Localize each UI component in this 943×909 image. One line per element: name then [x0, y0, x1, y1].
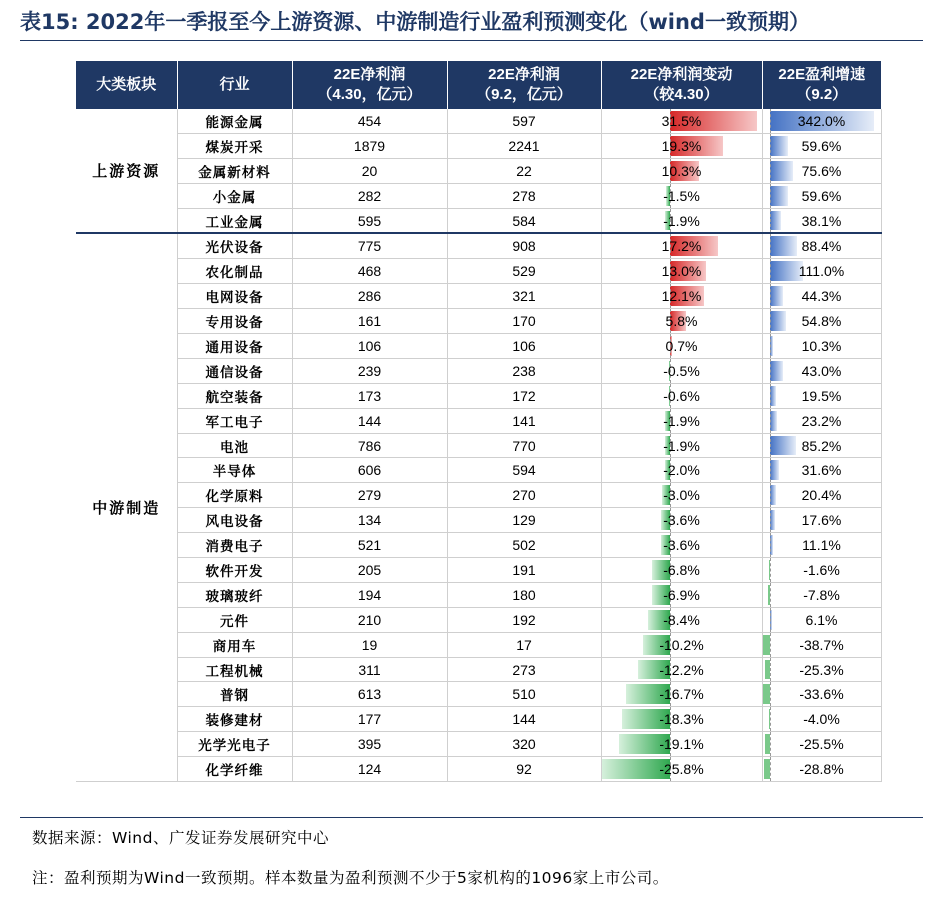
- growth-cell: [762, 259, 881, 284]
- header-growth-line1: 22E盈利增速: [778, 66, 866, 83]
- np-92-cell: 770: [447, 433, 601, 458]
- growth-zero-line: [770, 384, 771, 408]
- growth-zero-line: [770, 134, 771, 158]
- change-value: -1.9%: [663, 412, 700, 429]
- np-430-cell: 177: [292, 707, 447, 732]
- change-cell: [601, 607, 762, 632]
- change-value: 31.5%: [661, 112, 702, 129]
- change-cell: [601, 433, 762, 458]
- growth-cell: [762, 408, 881, 433]
- np-430-cell: 775: [292, 233, 447, 258]
- np-430-cell: 205: [292, 558, 447, 583]
- np-430-cell: 20: [292, 158, 447, 183]
- table-title: 表15: 2022年一季报至今上游资源、中游制造行业盈利预测变化（wind一致预期）: [20, 10, 810, 34]
- table-row: [76, 632, 881, 657]
- growth-cell: [762, 757, 881, 782]
- header-growth-line2: （9.2）: [796, 86, 848, 103]
- np-430-cell: 468: [292, 259, 447, 284]
- industry-cell: 能源金属: [177, 109, 292, 133]
- growth-cell: [762, 607, 881, 632]
- growth-cell: [762, 233, 881, 258]
- industry-cell: 小金属: [177, 183, 292, 208]
- change-cell: [601, 408, 762, 433]
- industry-cell: 光学光电子: [177, 732, 292, 757]
- change-cell: [601, 133, 762, 158]
- table-row: [76, 533, 881, 558]
- table-row: [76, 133, 881, 158]
- growth-zero-line: [770, 309, 771, 333]
- change-value: -2.0%: [663, 462, 700, 479]
- change-cell: [601, 707, 762, 732]
- header-change-line2: （较4.30）: [644, 86, 719, 103]
- change-value: -1.5%: [663, 187, 700, 204]
- growth-zero-line: [770, 658, 771, 682]
- growth-cell: [762, 358, 881, 383]
- growth-zero-line: [770, 184, 771, 208]
- np-430-cell: 194: [292, 582, 447, 607]
- table-row: [76, 757, 881, 782]
- footer-divider: [20, 817, 923, 818]
- footnote: 注：盈利预期为Wind一致预期。样本数量为盈利预测不少于5家机构的1096家上市公司。: [32, 869, 669, 887]
- table-row: [76, 408, 881, 433]
- np-92-cell: 17: [447, 632, 601, 657]
- change-cell: [601, 358, 762, 383]
- growth-cell: [762, 533, 881, 558]
- growth-value: 44.3%: [801, 288, 842, 305]
- growth-zero-line: [770, 259, 771, 283]
- change-cell: [601, 334, 762, 359]
- growth-cell: [762, 309, 881, 334]
- table-row: [76, 309, 881, 334]
- industry-cell: 半导体: [177, 458, 292, 483]
- growth-bar: [770, 236, 797, 256]
- change-value: -6.9%: [663, 586, 700, 603]
- growth-cell: [762, 383, 881, 408]
- np-92-cell: 191: [447, 558, 601, 583]
- change-cell: [601, 483, 762, 508]
- change-cell: [601, 508, 762, 533]
- change-value: 17.2%: [661, 238, 702, 255]
- np-92-cell: 273: [447, 657, 601, 682]
- table-row: [76, 582, 881, 607]
- change-value: -18.3%: [659, 711, 704, 728]
- growth-zero-line: [770, 159, 771, 183]
- growth-value: 85.2%: [801, 437, 842, 454]
- growth-zero-line: [770, 483, 771, 507]
- growth-value: 75.6%: [801, 162, 842, 179]
- growth-value: 59.6%: [801, 137, 842, 154]
- industry-cell: 农化制品: [177, 259, 292, 284]
- growth-bar: [770, 311, 787, 331]
- change-cell: [601, 757, 762, 782]
- np-430-cell: 124: [292, 757, 447, 782]
- growth-bar: [770, 460, 780, 480]
- growth-cell: [762, 582, 881, 607]
- growth-zero-line: [770, 234, 771, 258]
- industry-cell: 化学原料: [177, 483, 292, 508]
- growth-cell: [762, 208, 881, 233]
- growth-value: 19.5%: [801, 387, 842, 404]
- industry-cell: 电网设备: [177, 284, 292, 309]
- table-row: [76, 508, 881, 533]
- np-92-cell: 92: [447, 757, 601, 782]
- growth-value: 31.6%: [801, 462, 842, 479]
- growth-value: -25.5%: [799, 736, 844, 753]
- np-92-cell: 180: [447, 582, 601, 607]
- table-row: [76, 284, 881, 309]
- header-np-92-line1: 22E净利润: [488, 66, 560, 83]
- growth-value: -38.7%: [799, 636, 844, 653]
- growth-zero-line: [770, 508, 771, 532]
- change-cell: [601, 383, 762, 408]
- growth-value: 88.4%: [801, 238, 842, 255]
- np-92-cell: 594: [447, 458, 601, 483]
- table-row: [76, 183, 881, 208]
- change-value: 19.3%: [661, 137, 702, 154]
- np-430-cell: 19: [292, 632, 447, 657]
- industry-cell: 元件: [177, 607, 292, 632]
- header-segment: 大类板块: [76, 61, 177, 109]
- industry-cell: 软件开发: [177, 558, 292, 583]
- growth-zero-line: [770, 583, 771, 607]
- table-row: [76, 383, 881, 408]
- change-value: 12.1%: [661, 288, 702, 305]
- table-row: [76, 158, 881, 183]
- growth-zero-line: [770, 109, 771, 133]
- table-row: [76, 483, 881, 508]
- header-industry: 行业: [177, 61, 292, 109]
- growth-value: 20.4%: [801, 487, 842, 504]
- change-value: 10.3%: [661, 162, 702, 179]
- growth-value: -1.6%: [803, 561, 840, 578]
- industry-cell: 军工电子: [177, 408, 292, 433]
- np-430-cell: 279: [292, 483, 447, 508]
- np-430-cell: 134: [292, 508, 447, 533]
- growth-cell: [762, 707, 881, 732]
- growth-bar: [770, 136, 788, 156]
- growth-cell: [762, 632, 881, 657]
- growth-value: 342.0%: [797, 112, 846, 129]
- change-value: -6.8%: [663, 561, 700, 578]
- industry-cell: 通用设备: [177, 334, 292, 359]
- np-430-cell: 1879: [292, 133, 447, 158]
- growth-cell: [762, 133, 881, 158]
- change-cell: [601, 259, 762, 284]
- np-92-cell: 510: [447, 682, 601, 707]
- growth-zero-line: [770, 682, 771, 706]
- np-92-cell: 129: [447, 508, 601, 533]
- np-92-cell: 2241: [447, 133, 601, 158]
- growth-cell: [762, 458, 881, 483]
- np-92-cell: 172: [447, 383, 601, 408]
- industry-cell: 消费电子: [177, 533, 292, 558]
- np-430-cell: 595: [292, 208, 447, 233]
- change-cell: [601, 657, 762, 682]
- np-430-cell: 311: [292, 657, 447, 682]
- change-cell: [601, 233, 762, 258]
- header-growth: [762, 61, 881, 109]
- change-value: -8.4%: [663, 611, 700, 628]
- industry-cell: 商用车: [177, 632, 292, 657]
- growth-cell: [762, 334, 881, 359]
- growth-zero-line: [770, 209, 771, 233]
- change-cell: [601, 458, 762, 483]
- np-92-cell: 908: [447, 233, 601, 258]
- growth-zero-line: [770, 533, 771, 557]
- header-np-430: [292, 61, 447, 109]
- change-value: -3.0%: [663, 487, 700, 504]
- table-row: [76, 458, 881, 483]
- table-row: [76, 208, 881, 233]
- growth-cell: [762, 183, 881, 208]
- np-92-cell: 597: [447, 109, 601, 133]
- growth-value: 17.6%: [801, 512, 842, 529]
- industry-cell: 金属新材料: [177, 158, 292, 183]
- industry-cell: 光伏设备: [177, 233, 292, 258]
- change-value: -19.1%: [659, 736, 704, 753]
- industry-cell: 工业金属: [177, 208, 292, 233]
- change-cell: [601, 158, 762, 183]
- np-430-cell: 454: [292, 109, 447, 133]
- change-value: -3.6%: [663, 512, 700, 529]
- np-92-cell: 238: [447, 358, 601, 383]
- industry-cell: 普钢: [177, 682, 292, 707]
- change-cell: [601, 632, 762, 657]
- growth-zero-line: [770, 757, 771, 781]
- growth-cell: [762, 682, 881, 707]
- growth-bar: [770, 361, 783, 381]
- growth-zero-line: [770, 409, 771, 433]
- header-np-92: [447, 61, 601, 109]
- change-cell: [601, 109, 762, 133]
- change-cell: [601, 582, 762, 607]
- np-430-cell: 239: [292, 358, 447, 383]
- table-row: [76, 707, 881, 732]
- growth-bar: [770, 436, 796, 456]
- growth-zero-line: [770, 558, 771, 582]
- table-row: [76, 233, 881, 258]
- growth-cell: [762, 558, 881, 583]
- np-430-cell: 606: [292, 458, 447, 483]
- growth-value: 59.6%: [801, 187, 842, 204]
- growth-zero-line: [770, 284, 771, 308]
- growth-bar: [770, 186, 788, 206]
- np-430-cell: 286: [292, 284, 447, 309]
- np-92-cell: 22: [447, 158, 601, 183]
- np-92-cell: 144: [447, 707, 601, 732]
- growth-value: 10.3%: [801, 337, 842, 354]
- header-change: [601, 61, 762, 109]
- table-body: [76, 109, 881, 782]
- industry-cell: 通信设备: [177, 358, 292, 383]
- growth-cell: [762, 657, 881, 682]
- change-value: -25.8%: [659, 761, 704, 778]
- change-cell: [601, 284, 762, 309]
- np-430-cell: 395: [292, 732, 447, 757]
- change-cell: [601, 732, 762, 757]
- growth-bar: [763, 635, 770, 655]
- source-note: 数据来源：Wind、广发证券发展研究中心: [32, 829, 329, 847]
- growth-zero-line: [770, 732, 771, 756]
- np-92-cell: 529: [447, 259, 601, 284]
- growth-value: -7.8%: [803, 586, 840, 603]
- table-row: [76, 682, 881, 707]
- growth-value: 43.0%: [801, 362, 842, 379]
- growth-cell: [762, 732, 881, 757]
- header-np-430-line1: 22E净利润: [333, 66, 406, 83]
- industry-cell: 工程机械: [177, 657, 292, 682]
- industry-cell: 电池: [177, 433, 292, 458]
- np-92-cell: 141: [447, 408, 601, 433]
- table-row: [76, 334, 881, 359]
- np-430-cell: 282: [292, 183, 447, 208]
- growth-value: 11.1%: [802, 537, 841, 554]
- growth-value: -28.8%: [799, 761, 844, 778]
- growth-cell: [762, 508, 881, 533]
- profit-forecast-table: [76, 61, 882, 782]
- np-430-cell: 161: [292, 309, 447, 334]
- np-430-cell: 521: [292, 533, 447, 558]
- np-92-cell: 584: [447, 208, 601, 233]
- np-430-cell: 173: [292, 383, 447, 408]
- table-row: [76, 259, 881, 284]
- change-value: 13.0%: [661, 263, 702, 280]
- industry-cell: 装修建材: [177, 707, 292, 732]
- np-92-cell: 106: [447, 334, 601, 359]
- np-430-cell: 210: [292, 607, 447, 632]
- growth-zero-line: [770, 633, 771, 657]
- industry-cell: 化学纤维: [177, 757, 292, 782]
- table-row: [76, 358, 881, 383]
- growth-bar: [770, 211, 782, 231]
- np-430-cell: 786: [292, 433, 447, 458]
- industry-cell: 煤炭开采: [177, 133, 292, 158]
- growth-value: 54.8%: [801, 313, 842, 330]
- np-92-cell: 321: [447, 284, 601, 309]
- growth-cell: [762, 158, 881, 183]
- growth-cell: [762, 109, 881, 133]
- growth-value: 6.1%: [805, 611, 838, 628]
- header-np-430-line2: （4.30，亿元）: [317, 86, 422, 103]
- table-row: [76, 607, 881, 632]
- growth-cell: [762, 284, 881, 309]
- table-row: [76, 732, 881, 757]
- growth-zero-line: [770, 707, 771, 731]
- growth-zero-line: [770, 608, 771, 632]
- segment-cell: 上游资源: [76, 109, 177, 233]
- segment-cell: 中游制造: [76, 233, 177, 781]
- change-cell: [601, 558, 762, 583]
- growth-zero-line: [770, 334, 771, 358]
- change-value: 5.8%: [665, 313, 698, 330]
- change-cell: [601, 208, 762, 233]
- change-cell: [601, 309, 762, 334]
- industry-cell: 航空装备: [177, 383, 292, 408]
- title-divider: [20, 40, 923, 41]
- growth-value: 111.0%: [798, 263, 845, 280]
- growth-bar: [770, 411, 777, 431]
- header-row: [76, 61, 881, 109]
- np-92-cell: 170: [447, 309, 601, 334]
- change-value: -1.9%: [663, 212, 700, 229]
- np-92-cell: 502: [447, 533, 601, 558]
- growth-value: -4.0%: [803, 711, 840, 728]
- table-row: [76, 657, 881, 682]
- change-value: -3.6%: [663, 537, 700, 554]
- growth-cell: [762, 433, 881, 458]
- growth-zero-line: [770, 458, 771, 482]
- change-value: -12.2%: [659, 661, 704, 678]
- np-92-cell: 320: [447, 732, 601, 757]
- change-cell: [601, 183, 762, 208]
- industry-cell: 专用设备: [177, 309, 292, 334]
- industry-cell: 玻璃玻纤: [177, 582, 292, 607]
- table-row: [76, 433, 881, 458]
- growth-cell: [762, 483, 881, 508]
- change-value: 0.7%: [665, 337, 698, 354]
- header-change-line1: 22E净利润变动: [630, 66, 733, 83]
- change-value: -16.7%: [659, 686, 704, 703]
- np-92-cell: 192: [447, 607, 601, 632]
- np-92-cell: 278: [447, 183, 601, 208]
- growth-zero-line: [770, 359, 771, 383]
- table-row: [76, 109, 881, 133]
- np-430-cell: 144: [292, 408, 447, 433]
- table-row: [76, 558, 881, 583]
- change-value: -10.2%: [659, 636, 704, 653]
- growth-bar: [770, 286, 784, 306]
- change-value: -1.9%: [663, 437, 700, 454]
- np-430-cell: 613: [292, 682, 447, 707]
- change-cell: [601, 533, 762, 558]
- growth-value: -25.3%: [799, 661, 844, 678]
- industry-cell: 风电设备: [177, 508, 292, 533]
- growth-zero-line: [770, 434, 771, 458]
- change-cell: [601, 682, 762, 707]
- growth-value: 23.2%: [801, 412, 842, 429]
- growth-value: 38.1%: [801, 212, 842, 229]
- growth-value: -33.6%: [799, 686, 844, 703]
- np-430-cell: 106: [292, 334, 447, 359]
- growth-bar: [770, 161, 793, 181]
- np-92-cell: 270: [447, 483, 601, 508]
- change-value: -0.6%: [663, 387, 700, 404]
- header-np-92-line2: （9.2，亿元）: [476, 86, 572, 103]
- change-value: -0.5%: [663, 362, 700, 379]
